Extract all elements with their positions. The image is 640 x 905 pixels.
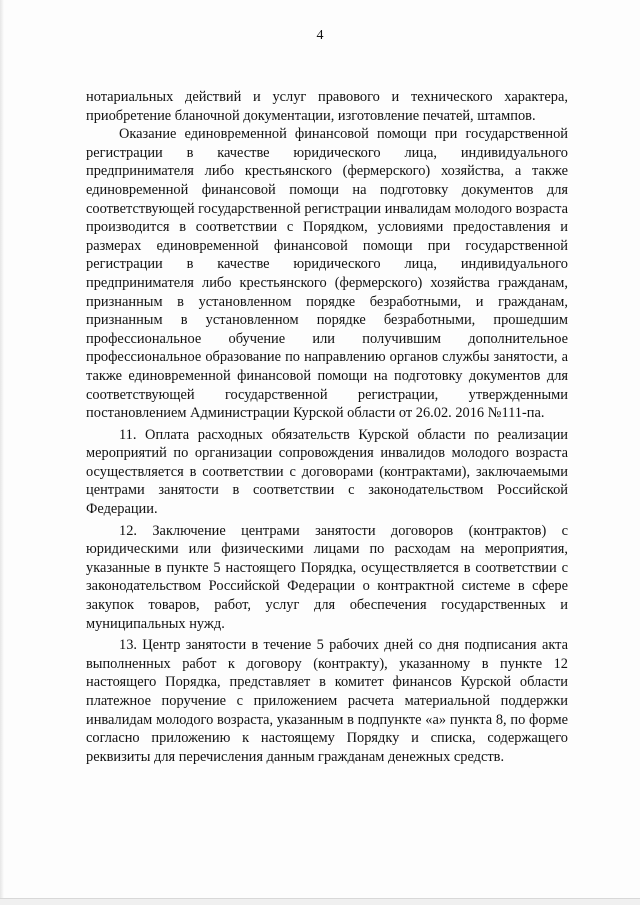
- page-bottom-edge: [0, 898, 640, 905]
- paragraph-0: нотариальных действий и услуг правового и технического характера, приобретение бланочной документации, изготовление печатей, штампов.: [86, 89, 568, 124]
- paragraph-3: 12. Заключение центрами занятости договоров (контрактов) с юридическими или физическими лицами по расходам на мероприятия, указанные в пункте 5 настоящего Порядка, осуществляется в соответствии с законодательством Российской Федерации о контрактной системе в сфере закупок товаров, работ, услуг для обеспечения государственных и муниципальных нужд.: [86, 522, 568, 632]
- paragraph-2: 11. Оплата расходных обязательств Курской области по реализации мероприятий по организации сопровождения инвалидов молодого возраста осуществляется в соответствии с договорами (контрактами), заключаемыми центрами занятости в соответствии с законодательством Российской Федерации.: [86, 426, 568, 518]
- paragraph-1: Оказание единовременной финансовой помощи при государственной регистрации в качестве юридического лица, индивидуального предпринимателя либо крестьянского (фермерского) хозяйства, а также единовременной финансовой помощи на подготовку документов для соответствующей государственной регистрации инвалидам молодого возраста производится в соответствии с Порядком, условиями предоставления и размерах единовременной финансовой помощи при государственной регистрации в качестве юридического лица, индивидуального предпринимателя либо крестьянского (фермерского) хозяйства гражданам, признанным в установленном порядке безработными, и гражданам, признанным в установленном порядке безработными, прошедшим профессиональное обучение или получившим дополнительное профессиональное образование по направлению органов службы занятости, а также единовременной финансовой помощи на подготовку документов для соответствующей государственной регистрации, утвержденными постановлением Администрации Курской области от 26.02. 2016 №111-па.: [86, 126, 568, 422]
- page-left-edge: [0, 0, 4, 905]
- paragraph-4: 13. Центр занятости в течение 5 рабочих дней со дня подписания акта выполненных работ к договору (контракту), указанному в пункте 12 настоящего Порядка, представляет в комитет финансов Курской области платежное поручение с приложением расчета материальной поддержки инвалидам молодого возраста, указанным в подпункте «а» пункта 8, по форме согласно приложению к настоящему Порядку и списка, содержащего реквизиты для перечисления данным гражданам денежных средств.: [86, 637, 568, 765]
- document-body: [86, 88, 568, 766]
- page-number: 4: [316, 28, 324, 43]
